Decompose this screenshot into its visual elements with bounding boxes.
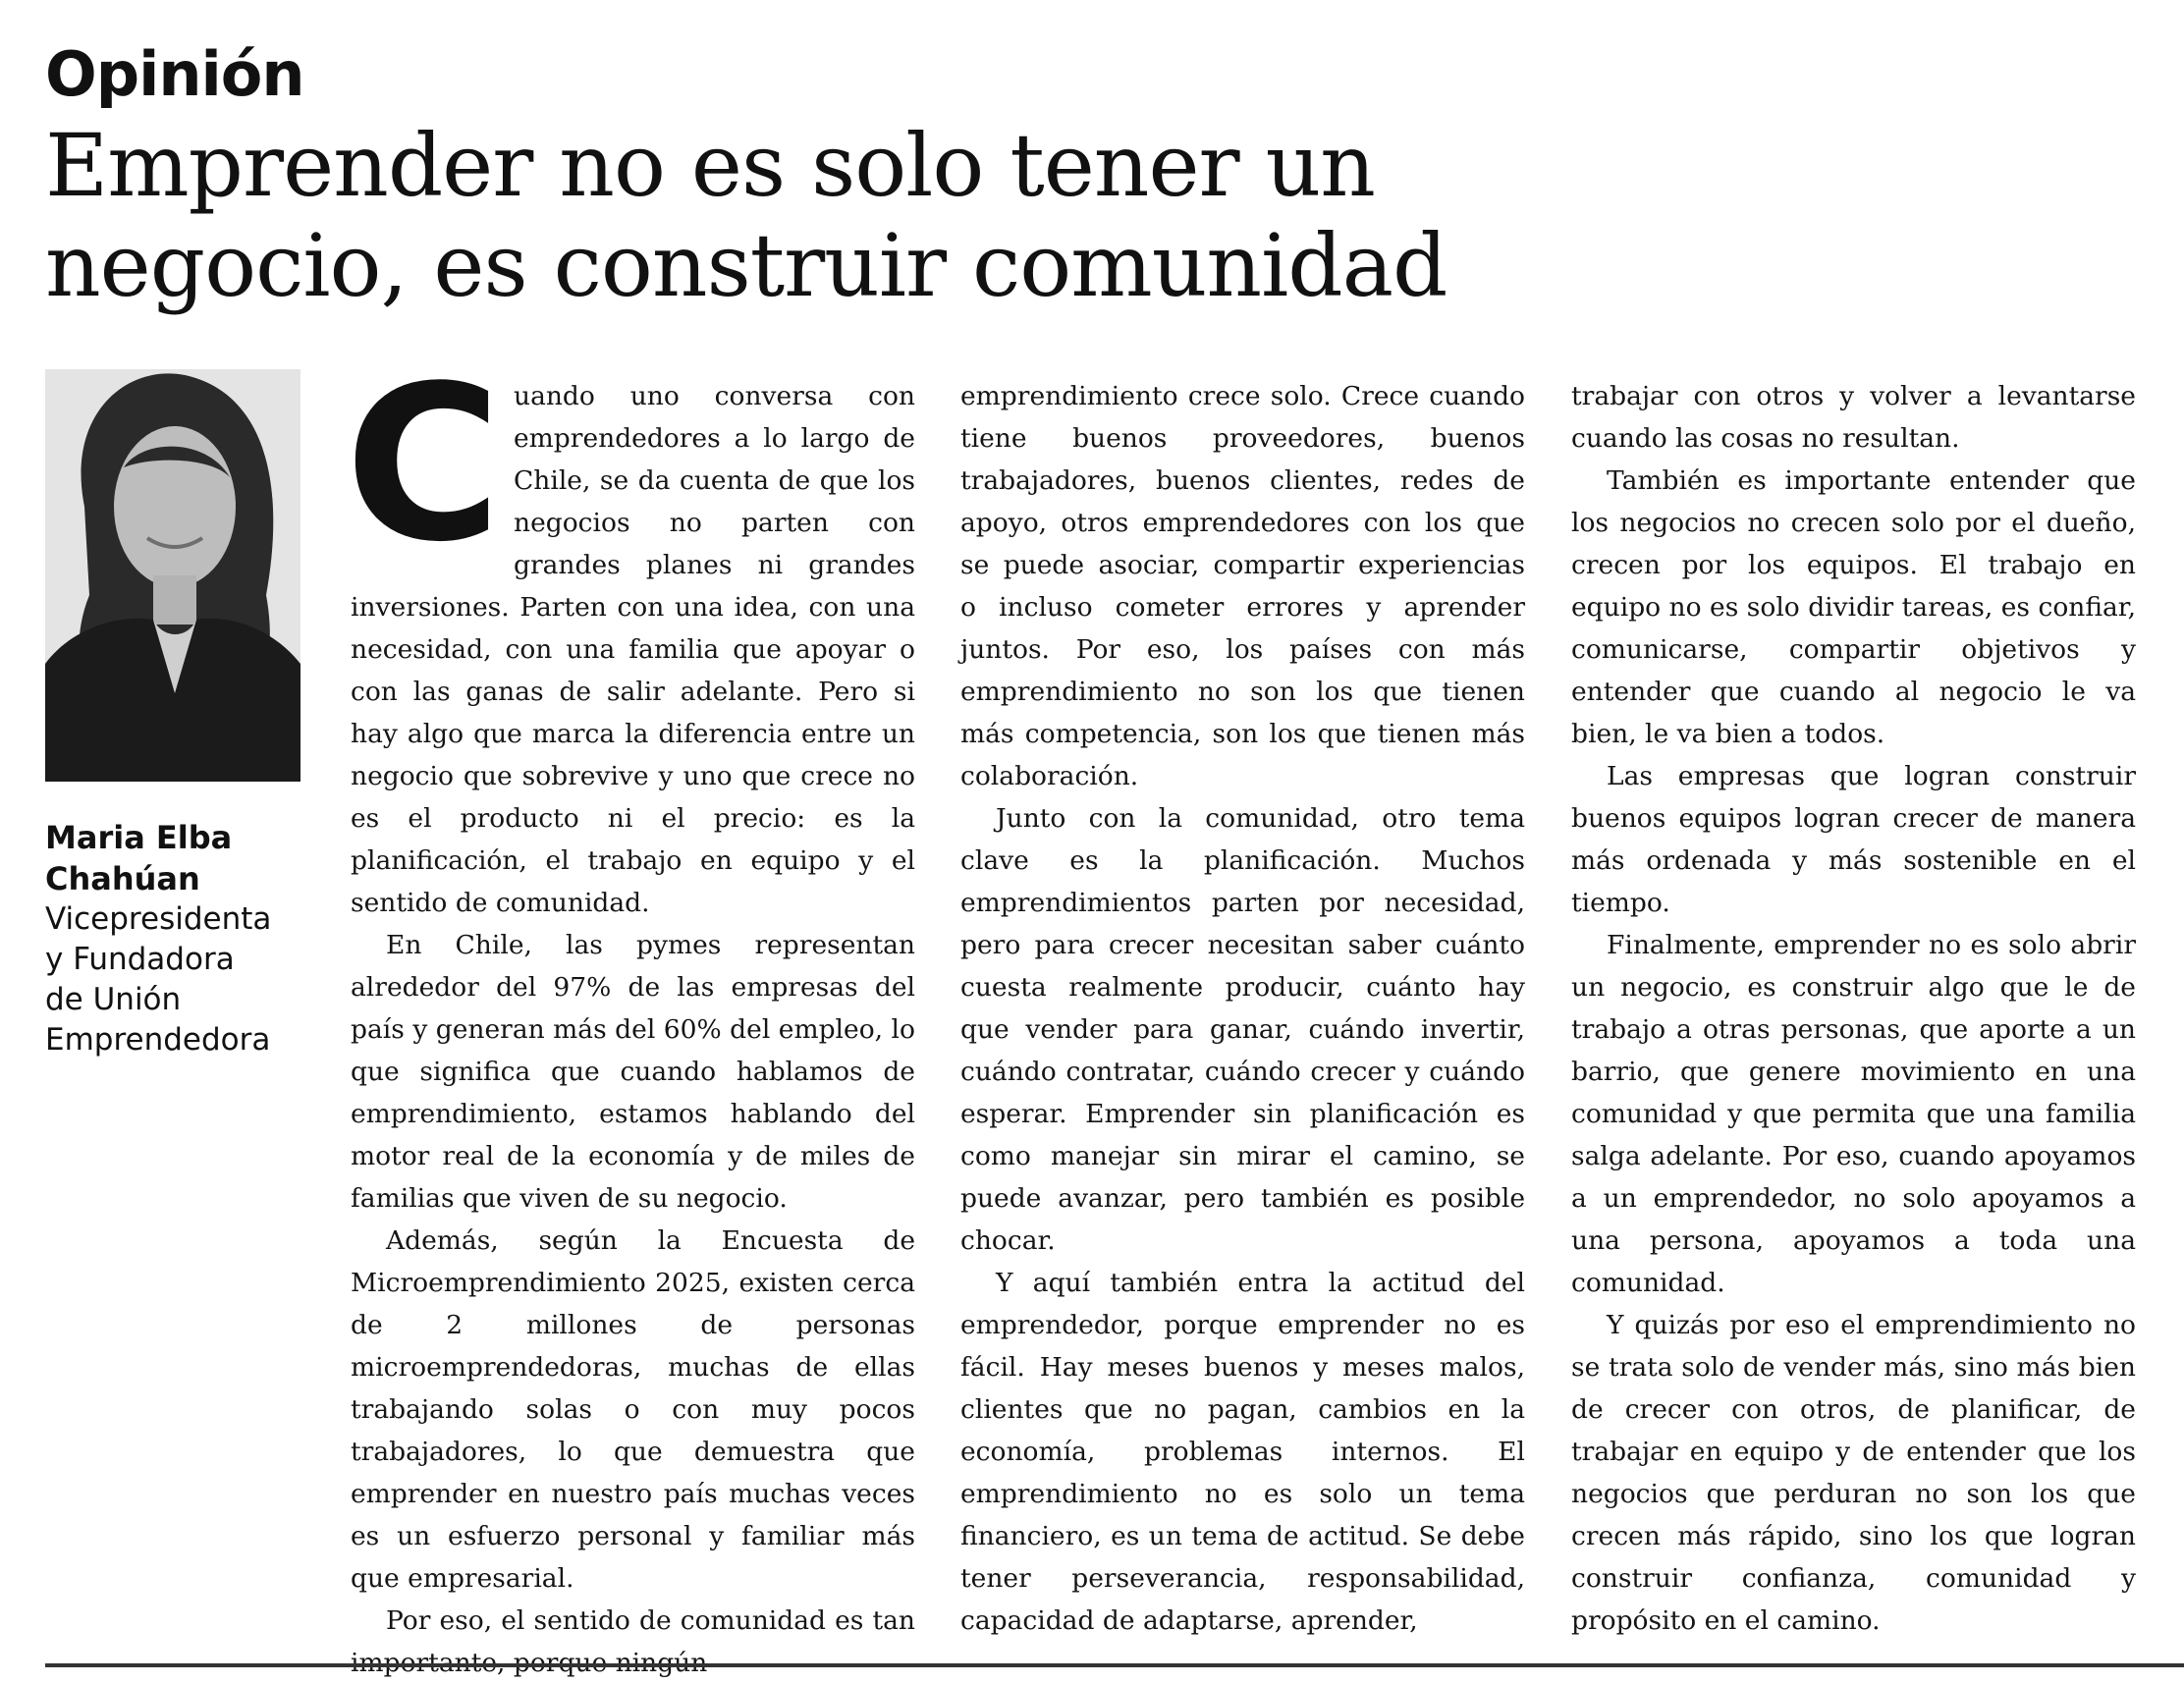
author-name bbox=[45, 817, 310, 899]
headline bbox=[45, 116, 2147, 316]
paragraph-7: También es importante entender que los negocios no crecen solo por el dueño, crecen por los equipos. El trabajo en equipo no es solo dividir tareas, es confiar, comunicarse, compartir objetivos y entender que cuando al negocio le va bien, le va bien a todos. bbox=[1571, 465, 2136, 749]
article-column-2 bbox=[960, 375, 1525, 1642]
article-column-1 bbox=[345, 341, 915, 1684]
paragraph-4-start: Por eso, el sentido de comunidad es tan bbox=[386, 1605, 915, 1636]
author-role-line-3: de Unión bbox=[45, 982, 182, 1017]
author-name-line-2: Chahúan bbox=[45, 860, 200, 897]
drop-cap: C bbox=[345, 341, 502, 589]
headline-line-1: Emprender no es solo tener un bbox=[45, 115, 1375, 216]
author-role bbox=[45, 899, 310, 1060]
author-photo bbox=[45, 369, 300, 782]
paragraph-2: En Chile, las pymes representan alrededor del 97% de las empresas del país y generan más del 60% del empleo, lo que significa que cuando hablamos de emprendimiento, estamos hablando del motor real de la economía y de miles de familias que viven de su negocio. bbox=[351, 930, 915, 1214]
author-role-line-2: y Fundadora bbox=[45, 942, 235, 977]
author-name-line-1: Maria Elba bbox=[45, 819, 233, 856]
paragraph-1-text: uando uno conversa con emprendedores a lo largo de Chile, se da cuenta de que los negocios no parten con grandes planes ni grandes inversiones. Parten con una idea, con una necesidad, con una familia que apoyar o con las ganas de salir adelante. Pero si hay algo que marca la diferencia entre un negocio que sobrevive y uno que crece no es el producto ni el precio: es la planificación, el trabajo en equipo y el sentido de comunidad. bbox=[351, 381, 915, 918]
author-role-line-4: Emprendedora bbox=[45, 1022, 271, 1058]
article-column-3 bbox=[1571, 375, 2136, 1642]
paragraph-9: Finalmente, emprender no es solo abrir un negocio, es construir algo que le de trabajo a otras personas, que aporte a un barrio, que genere movimiento en una comunidad y que permita que una familia salga adelante. Por eso, cuando apoyamos a un emprendedor, no solo apoyamos a una persona, apoyamos a toda una comunidad. bbox=[1571, 930, 2136, 1298]
bottom-rule bbox=[45, 1663, 2184, 1667]
paragraph-5: Junto con la comunidad, otro tema clave es la planificación. Muchos emprendimientos parten por necesidad, pero para crecer necesitan saber cuánto cuesta realmente producir, cuánto hay que vender para ganar, cuándo invertir, cuándo contratar, cuándo crecer y cuándo esperar. Emprender sin planificación es como manejar sin mirar el camino, se puede avanzar, pero también es posible chocar. bbox=[960, 803, 1525, 1256]
paragraph-3: Además, según la Encuesta de Microemprendimiento 2025, existen cerca de 2 millones de personas microemprendedoras, muchas de ellas trabajando solas o con muy pocos trabajadores, lo que demuestra que emprender en nuestro país muchas veces es un esfuerzo personal y familiar más que empresarial. bbox=[351, 1225, 915, 1594]
paragraph-6-continued: trabajar con otros y volver a levantarse cuando las cosas no resultan. bbox=[1571, 381, 2136, 454]
paragraph-1 bbox=[345, 341, 915, 924]
paragraph-4-continued: emprendimiento crece solo. Crece cuando tiene buenos proveedores, buenos trabajadores, buenos clientes, redes de apoyo, otros emprendedores con los que se puede asociar, compartir experiencias o incluso cometer errores y aprender juntos. Por eso, los países con más emprendimiento no son los que tienen más competencia, son los que tienen más colaboración. bbox=[960, 381, 1525, 791]
paragraph-8: Las empresas que logran construir buenos equipos logran crecer de manera más ordenada y más sostenible en el tiempo. bbox=[1571, 761, 2136, 918]
author-role-line-1: Vicepresidenta bbox=[45, 901, 272, 937]
headline-line-2: negocio, es construir comunidad bbox=[45, 215, 1447, 316]
byline bbox=[45, 817, 310, 1060]
paragraph-10: Y quizás por eso el emprendimiento no se trata solo de vender más, sino más bien de crecer con otros, de planificar, de trabajar en equipo y de entender que los negocios que perduran no son los que crecen más rápido, sino los que logran construir confianza, comunidad y propósito en el camino. bbox=[1571, 1310, 2136, 1636]
paragraph-6-start: Y aquí también entra la actitud del emprendedor, porque emprender no es fácil. Hay meses buenos y meses malos, clientes que no pagan, cambios en la economía, problemas internos. El emprendimiento no es solo un tema financiero, es un tema de actitud. Se debe tener perseverancia, responsabilidad, capacidad de adaptarse, aprender, bbox=[960, 1268, 1525, 1636]
section-label: Opinión bbox=[45, 38, 304, 110]
